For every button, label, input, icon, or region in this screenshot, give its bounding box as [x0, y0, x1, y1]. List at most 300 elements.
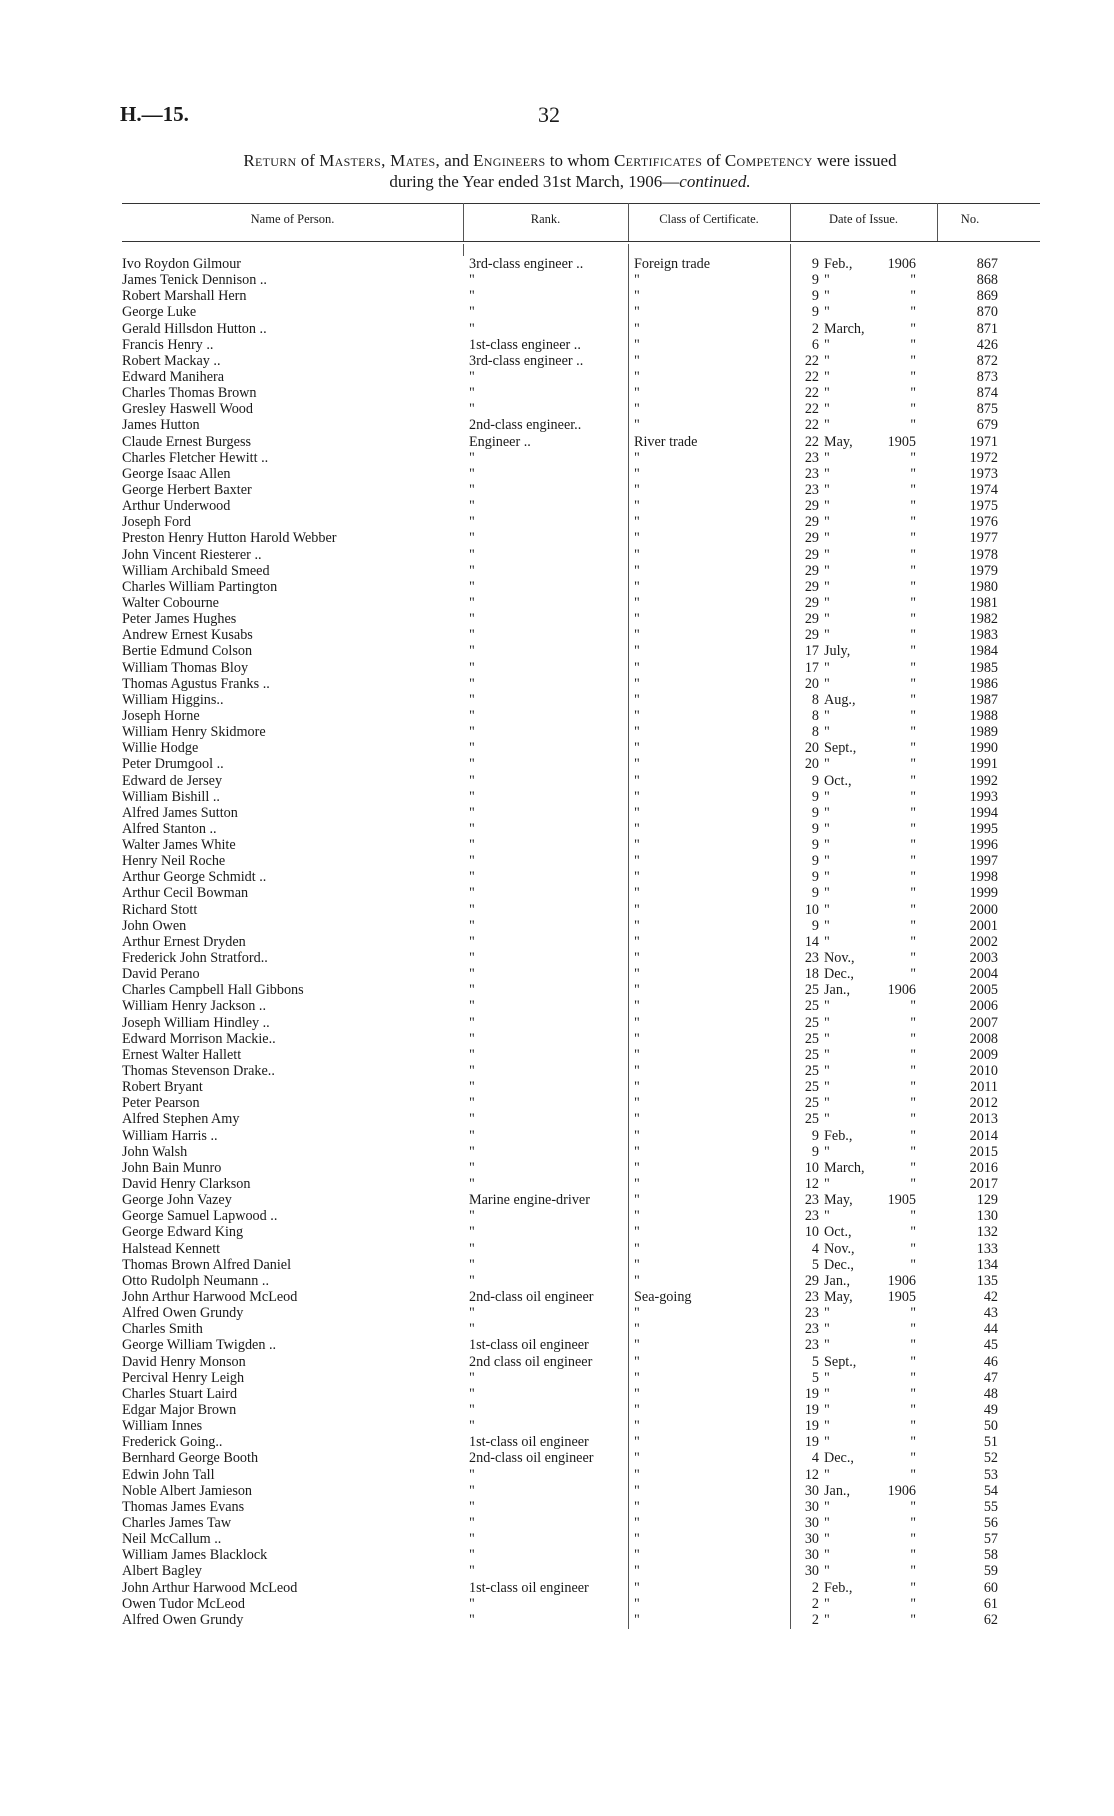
table-row [0, 530, 1114, 546]
rank-cell: " [469, 917, 475, 934]
issue-day: 25 [804, 1046, 819, 1063]
table-row [0, 902, 1114, 918]
person-name: William Henry Skidmore [122, 724, 266, 741]
issue-year: " [910, 643, 916, 660]
person-name: David Henry Monson [122, 1353, 246, 1370]
issue-day: 22 [804, 417, 819, 434]
issue-month: Nov., [824, 950, 855, 967]
issue-year: " [910, 627, 916, 644]
class-cell: " [634, 740, 640, 757]
rank-cell: " [469, 998, 475, 1015]
table-row [0, 853, 1114, 869]
certificate-number: 1996 [969, 837, 998, 854]
table-row [0, 579, 1114, 595]
issue-year: " [910, 675, 916, 692]
rank-cell: " [469, 546, 475, 563]
person-name: Charles Thomas Brown [122, 385, 257, 402]
issue-month: Dec., [824, 1450, 854, 1467]
table-row [0, 1402, 1114, 1418]
issue-day: 25 [804, 998, 819, 1015]
person-name: John Bain Munro [122, 1159, 222, 1176]
title-line-2 [100, 171, 1040, 192]
issue-day: 12 [804, 1466, 819, 1483]
person-name: Albert Bagley [122, 1563, 202, 1580]
table-row [0, 1418, 1114, 1434]
issue-day: 19 [804, 1385, 819, 1402]
title-word: Engineers [473, 151, 546, 170]
person-name: George Samuel Lapwood .. [122, 1208, 278, 1225]
rank-cell: " [469, 1111, 475, 1128]
rank-cell: " [469, 707, 475, 724]
table-row [0, 1467, 1114, 1483]
issue-month: " [824, 449, 830, 466]
person-name: William Bishill .. [122, 788, 220, 805]
table-row [0, 1321, 1114, 1337]
issue-month: " [824, 530, 830, 547]
person-name: Edward Manihera [122, 368, 225, 385]
table-top-rule [122, 203, 1040, 204]
rank-cell: 2nd-class engineer.. [469, 417, 582, 434]
person-name: Charles William Partington [122, 578, 278, 595]
class-cell: " [634, 1337, 640, 1354]
issue-month: " [824, 417, 830, 434]
rank-cell: " [469, 1208, 475, 1225]
issue-day: 23 [804, 465, 819, 482]
table-row [0, 1289, 1114, 1305]
table-row [0, 1434, 1114, 1450]
issue-month: " [824, 917, 830, 934]
person-name: Robert Bryant [122, 1079, 203, 1096]
certificate-number: 2015 [969, 1143, 998, 1160]
table-row [0, 514, 1114, 530]
issue-month: " [824, 272, 830, 289]
rank-cell: " [469, 1547, 475, 1564]
person-name: William Innes [122, 1418, 203, 1435]
person-name: John Owen [122, 917, 187, 934]
certificate-number: 1999 [969, 885, 998, 902]
issue-year: " [910, 772, 916, 789]
rank-cell: " [469, 1159, 475, 1176]
issue-day: 25 [804, 982, 819, 999]
rank-cell: " [469, 982, 475, 999]
issue-day: 9 [811, 1127, 819, 1144]
certificate-number: 42 [983, 1289, 998, 1305]
table-row [0, 498, 1114, 514]
issue-day: 23 [804, 1337, 819, 1354]
rank-cell: " [469, 1014, 475, 1031]
issue-year: " [910, 288, 916, 305]
issue-year: " [910, 1240, 916, 1257]
issue-year: " [910, 530, 916, 547]
certificate-number: 2007 [969, 1014, 998, 1031]
issue-year: " [910, 546, 916, 563]
class-cell: " [634, 998, 640, 1015]
person-name: Richard Stott [122, 901, 198, 918]
certificate-number: 871 [976, 320, 998, 337]
class-cell: " [634, 449, 640, 466]
table-title [100, 150, 1040, 192]
issue-year: " [910, 1369, 916, 1386]
person-name: Arthur Underwood [122, 498, 231, 515]
issue-month: May, [824, 433, 853, 450]
person-name: Preston Henry Hutton Harold Webber [122, 530, 337, 547]
issue-year: " [910, 1143, 916, 1160]
rank-cell: " [469, 611, 475, 628]
issue-year: " [910, 1030, 916, 1047]
table-row [0, 1547, 1114, 1563]
person-name: Edward Morrison Mackie.. [122, 1030, 276, 1047]
class-cell: " [634, 304, 640, 321]
rank-cell: " [469, 885, 475, 902]
class-cell: " [634, 417, 640, 434]
person-name: Alfred Stephen Amy [122, 1111, 240, 1128]
class-cell: " [634, 1531, 640, 1548]
issue-year: " [910, 659, 916, 676]
issue-month: " [824, 804, 830, 821]
rank-cell: " [469, 1030, 475, 1047]
header-bottom-rule [122, 241, 1040, 242]
person-name: Neil McCallum .. [122, 1531, 222, 1548]
certificate-number: 1972 [969, 449, 998, 466]
issue-year: " [910, 1531, 916, 1548]
issue-day: 25 [804, 1030, 819, 1047]
certificate-number: 2017 [969, 1176, 998, 1193]
issue-day: 19 [804, 1418, 819, 1435]
issue-month: May, [824, 1192, 853, 1209]
issue-year: " [910, 1450, 916, 1467]
class-cell: " [634, 562, 640, 579]
rank-cell: " [469, 530, 475, 547]
issue-year: " [910, 1401, 916, 1418]
issue-month: " [824, 627, 830, 644]
certificate-number: 1976 [969, 514, 998, 531]
issue-month: " [824, 901, 830, 918]
issue-year: " [910, 1127, 916, 1144]
issue-day: 9 [811, 288, 819, 305]
rank-cell: " [469, 272, 475, 289]
class-cell: " [634, 1256, 640, 1273]
issue-month: " [824, 1046, 830, 1063]
rank-cell: 1st-class oil engineer [469, 1579, 589, 1596]
person-name: Charles Stuart Laird [122, 1385, 238, 1402]
class-cell: " [634, 1079, 640, 1096]
rank-cell: " [469, 1305, 475, 1322]
certificate-number: 44 [983, 1321, 998, 1338]
rank-cell: 1st-class oil engineer [469, 1434, 589, 1451]
person-name: George Luke [122, 304, 197, 321]
certificate-number: 1974 [969, 481, 998, 498]
rank-cell: " [469, 1369, 475, 1386]
issue-year: " [910, 1224, 916, 1241]
rank-cell: " [469, 1498, 475, 1515]
person-name: Ivo Roydon Gilmour [122, 256, 242, 272]
certificate-number: 1978 [969, 546, 998, 563]
person-name: Robert Marshall Hern [122, 288, 247, 305]
certificate-number: 1981 [969, 594, 998, 611]
issue-day: 9 [811, 853, 819, 870]
table-row [0, 1128, 1114, 1144]
class-cell: " [634, 1111, 640, 1128]
table-row [0, 1224, 1114, 1240]
table-row [0, 934, 1114, 950]
issue-month: Feb., [824, 1127, 853, 1144]
issue-day: 30 [804, 1514, 819, 1531]
rank-cell: 2nd class oil engineer [469, 1353, 593, 1370]
class-cell: " [634, 1450, 640, 1467]
rank-cell: " [469, 1385, 475, 1402]
class-cell: " [634, 1385, 640, 1402]
rank-cell: " [469, 627, 475, 644]
person-name: Peter Pearson [122, 1095, 200, 1112]
table-row [0, 337, 1114, 353]
table-row [0, 547, 1114, 563]
rank-cell: 1st-class engineer .. [469, 336, 581, 353]
certificate-number: 1985 [969, 659, 998, 676]
table-row [0, 595, 1114, 611]
class-cell: " [634, 1240, 640, 1257]
issue-day: 25 [804, 1014, 819, 1031]
person-name: Arthur Ernest Dryden [122, 933, 246, 950]
issue-month: " [824, 1385, 830, 1402]
rank-cell: " [469, 869, 475, 886]
issue-day: 23 [804, 1208, 819, 1225]
table-row [0, 450, 1114, 466]
certificate-number: 1977 [969, 530, 998, 547]
issue-year: " [910, 1063, 916, 1080]
title-word: Certificates [613, 151, 703, 170]
class-cell: " [634, 950, 640, 967]
issue-month: " [824, 1014, 830, 1031]
rank-cell: " [469, 1063, 475, 1080]
certificate-number: 50 [983, 1418, 998, 1435]
column-header-class: Class of Certificate. [659, 212, 759, 226]
class-cell: " [634, 1063, 640, 1080]
issue-day: 25 [804, 1063, 819, 1080]
person-name: William Harris .. [122, 1127, 218, 1144]
person-name: John Walsh [122, 1143, 188, 1160]
class-cell: " [634, 1353, 640, 1370]
class-cell: " [634, 514, 640, 531]
person-name: Alfred James Sutton [122, 804, 238, 821]
issue-month: " [824, 1337, 830, 1354]
table-row [0, 1450, 1114, 1466]
person-name: William Thomas Bloy [122, 659, 249, 676]
class-cell: " [634, 1321, 640, 1338]
issue-month: " [824, 675, 830, 692]
issue-month: " [824, 498, 830, 515]
issue-year: " [910, 578, 916, 595]
issue-year: " [910, 1305, 916, 1322]
column-header-date: Date of Issue. [828, 212, 899, 226]
certificate-number: 60 [983, 1579, 998, 1596]
issue-month: " [824, 998, 830, 1015]
table-row [0, 1305, 1114, 1321]
certificate-number: 135 [976, 1272, 998, 1289]
certificate-number: 130 [976, 1208, 998, 1225]
issue-year: 1906 [887, 256, 916, 272]
issue-month: Jan., [824, 1482, 851, 1499]
class-cell: Sea-going [634, 1289, 692, 1305]
issue-year: " [910, 1159, 916, 1176]
rank-cell: " [469, 1176, 475, 1193]
person-name: George John Vazey [122, 1192, 232, 1209]
certificate-number: 1971 [969, 433, 998, 450]
table-row [0, 466, 1114, 482]
issue-year: " [910, 611, 916, 628]
class-cell: " [634, 1224, 640, 1241]
table-row [0, 1111, 1114, 1127]
certificate-number: 47 [983, 1369, 998, 1386]
class-cell: " [634, 643, 640, 660]
issue-day: 8 [811, 691, 819, 708]
class-cell: " [634, 1272, 640, 1289]
rank-cell: " [469, 578, 475, 595]
issue-day: 9 [811, 869, 819, 886]
rank-cell: 2nd-class oil engineer [469, 1289, 594, 1305]
issue-year: 1905 [887, 1192, 916, 1209]
issue-year: " [910, 1385, 916, 1402]
issue-day: 30 [804, 1498, 819, 1515]
issue-year: " [910, 1579, 916, 1596]
class-cell: " [634, 1482, 640, 1499]
table-row [0, 821, 1114, 837]
issue-month: Jan., [824, 1272, 851, 1289]
person-name: James Hutton [122, 417, 200, 434]
person-name: Willie Hodge [122, 740, 199, 757]
issue-month: Aug., [824, 691, 856, 708]
rank-cell: " [469, 1531, 475, 1548]
rank-cell: " [469, 1595, 475, 1612]
issue-year: " [910, 1208, 916, 1225]
table-row [0, 660, 1114, 676]
table-row [0, 1483, 1114, 1499]
class-cell: " [634, 465, 640, 482]
class-cell: " [634, 578, 640, 595]
certificate-number: 45 [983, 1337, 998, 1354]
issue-year: " [910, 756, 916, 773]
person-name: Edwin John Tall [122, 1466, 215, 1483]
table-row [0, 1079, 1114, 1095]
issue-year: " [910, 1498, 916, 1515]
person-name: John Arthur Harwood McLeod [122, 1579, 298, 1596]
class-cell: " [634, 917, 640, 934]
issue-month: Oct., [824, 772, 852, 789]
page-number: 32 [538, 102, 560, 127]
issue-year: " [910, 385, 916, 402]
class-cell: " [634, 546, 640, 563]
issue-month: " [824, 869, 830, 886]
issue-year: " [910, 1595, 916, 1612]
class-cell: " [634, 1563, 640, 1580]
certificate-number: 1995 [969, 820, 998, 837]
issue-day: 4 [811, 1240, 819, 1257]
issue-month: July, [824, 643, 851, 660]
table-row [0, 1499, 1114, 1515]
issue-day: 9 [811, 272, 819, 289]
issue-day: 17 [804, 659, 819, 676]
rank-cell: " [469, 1095, 475, 1112]
issue-day: 22 [804, 385, 819, 402]
issue-year: " [910, 1434, 916, 1451]
issue-year: " [910, 1353, 916, 1370]
table-row [0, 692, 1114, 708]
table-row [0, 773, 1114, 789]
certificate-number: 59 [983, 1563, 998, 1580]
title-word: to whom [545, 151, 614, 170]
class-cell: " [634, 1547, 640, 1564]
class-cell: " [634, 788, 640, 805]
certificate-number: 1983 [969, 627, 998, 644]
issue-day: 12 [804, 1176, 819, 1193]
issue-year: " [910, 933, 916, 950]
table-row [0, 1531, 1114, 1547]
class-cell: " [634, 707, 640, 724]
issue-year: " [910, 304, 916, 321]
class-cell: " [634, 659, 640, 676]
certificate-number: 2012 [969, 1095, 998, 1112]
issue-month: " [824, 465, 830, 482]
certificate-number: 1992 [969, 772, 998, 789]
issue-month: " [824, 1143, 830, 1160]
issue-year: " [910, 740, 916, 757]
person-name: Alfred Owen Grundy [122, 1611, 244, 1628]
issue-year: " [910, 368, 916, 385]
rank-cell: " [469, 659, 475, 676]
table-row [0, 1354, 1114, 1370]
rank-cell: " [469, 465, 475, 482]
certificate-number: 1979 [969, 562, 998, 579]
issue-day: 23 [804, 1321, 819, 1338]
issue-month: " [824, 578, 830, 595]
rank-cell: " [469, 691, 475, 708]
person-name: William Archibald Smeed [122, 562, 270, 579]
certificate-number: 2004 [969, 966, 998, 983]
rank-cell: " [469, 901, 475, 918]
issue-month: " [824, 385, 830, 402]
column-header-rank: Rank. [530, 212, 561, 226]
rank-cell: " [469, 1563, 475, 1580]
page-reference: H.—15. [120, 102, 189, 126]
certificate-number: 2011 [970, 1079, 998, 1096]
person-name: Arthur Cecil Bowman [122, 885, 249, 902]
person-name: Thomas Stevenson Drake.. [122, 1063, 275, 1080]
issue-month: Nov., [824, 1240, 855, 1257]
certificate-number: 874 [976, 385, 998, 402]
issue-year: " [910, 1111, 916, 1128]
person-name: Charles James Taw [122, 1514, 232, 1531]
issue-month: " [824, 1321, 830, 1338]
issue-year: " [910, 788, 916, 805]
person-name: Bernhard George Booth [122, 1450, 259, 1467]
column-header-name: Name of Person. [250, 212, 335, 226]
rank-cell: " [469, 1224, 475, 1241]
issue-day: 22 [804, 368, 819, 385]
issue-day: 10 [804, 1224, 819, 1241]
issue-month: Oct., [824, 1224, 852, 1241]
issue-day: 25 [804, 1111, 819, 1128]
table-row [0, 1596, 1114, 1612]
issue-year: " [910, 1321, 916, 1338]
class-cell: " [634, 352, 640, 369]
rank-cell: " [469, 1611, 475, 1628]
issue-day: 29 [804, 611, 819, 628]
issue-month: " [824, 724, 830, 741]
person-name: Charles Smith [122, 1321, 203, 1338]
issue-year: 1906 [887, 1272, 916, 1289]
class-cell: " [634, 691, 640, 708]
certificate-number: 1980 [969, 578, 998, 595]
issue-day: 23 [804, 481, 819, 498]
